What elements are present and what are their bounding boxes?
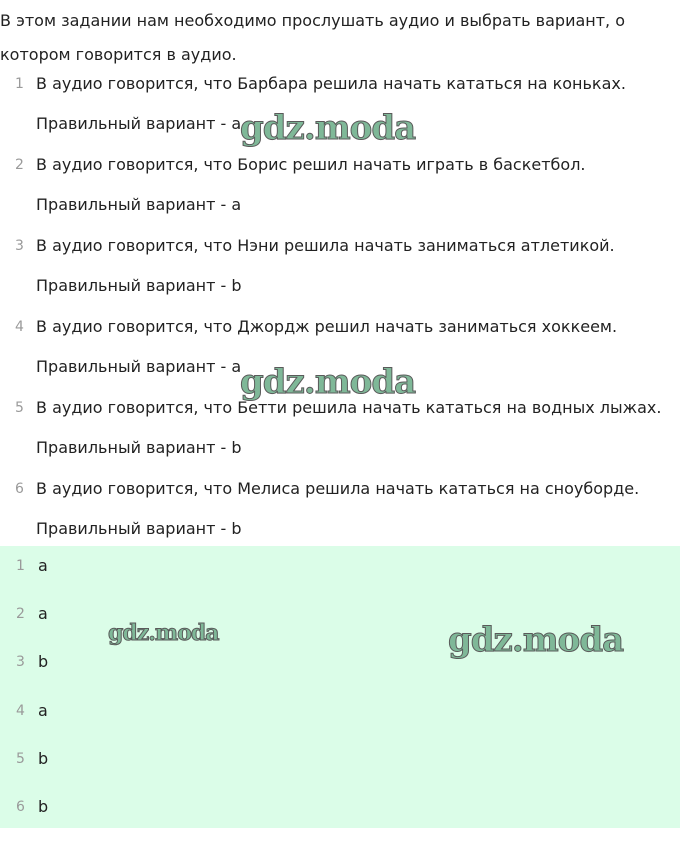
answer-number: 6 (16, 799, 25, 815)
list-item (0, 74, 680, 155)
list-item (0, 398, 680, 479)
answer-value: a (38, 556, 48, 575)
answer-value: b (38, 749, 49, 768)
item-number: 1 (15, 76, 24, 92)
watermark-logo: gdz.moda (448, 620, 624, 660)
answer-value: a (38, 604, 48, 623)
item-answer: Правильный вариант - b (36, 438, 242, 457)
list-item (0, 236, 680, 317)
question-list (0, 74, 680, 560)
answer-number: 4 (16, 703, 25, 719)
item-text: В аудио говорится, что Борис решил начать играть в баскетбол. (36, 155, 586, 174)
item-text: В аудио говорится, что Нэни решила начать заниматься атлетикой. (36, 236, 615, 255)
item-number: 6 (15, 481, 24, 497)
watermark-logo: gdz.moda (240, 362, 416, 402)
answer-item (0, 797, 200, 821)
list-item (0, 317, 680, 398)
item-text: В аудио говорится, что Бетти решила начать кататься на водных лыжах. (36, 398, 662, 417)
answer-item (0, 652, 200, 676)
answer-item (0, 701, 200, 725)
item-number: 5 (15, 400, 24, 416)
item-text: В аудио говорится, что Мелиса решила начать кататься на сноуборде. (36, 479, 640, 498)
item-answer: Правильный вариант - a (36, 357, 242, 376)
watermark-logo: gdz.moda (108, 620, 219, 646)
item-answer: Правильный вариант - b (36, 519, 242, 538)
intro-text: В этом задании нам необходимо прослушать аудио и выбрать вариант, о котором говорится в аудио. (0, 11, 626, 64)
answer-item (0, 556, 200, 580)
answer-number: 2 (16, 606, 25, 622)
answer-value: b (38, 797, 49, 816)
answer-number: 5 (16, 751, 25, 767)
item-number: 3 (15, 238, 24, 254)
answers-panel (0, 546, 680, 828)
item-text: В аудио говорится, что Джордж решил начать заниматься хоккеем. (36, 317, 618, 336)
list-item (0, 155, 680, 236)
answer-number: 3 (16, 654, 25, 670)
item-number: 2 (15, 157, 24, 173)
item-text: В аудио говорится, что Барбара решила начать кататься на коньках. (36, 74, 626, 93)
answer-value: a (38, 701, 48, 720)
answer-number: 1 (16, 558, 25, 574)
item-answer: Правильный вариант - b (36, 276, 242, 295)
item-answer: Правильный вариант - a (36, 195, 242, 214)
answer-item (0, 604, 200, 628)
watermark-logo: gdz.moda (240, 108, 416, 148)
item-number: 4 (15, 319, 24, 335)
item-answer: Правильный вариант - a (36, 114, 242, 133)
answer-value: b (38, 652, 49, 671)
answer-item (0, 749, 200, 773)
